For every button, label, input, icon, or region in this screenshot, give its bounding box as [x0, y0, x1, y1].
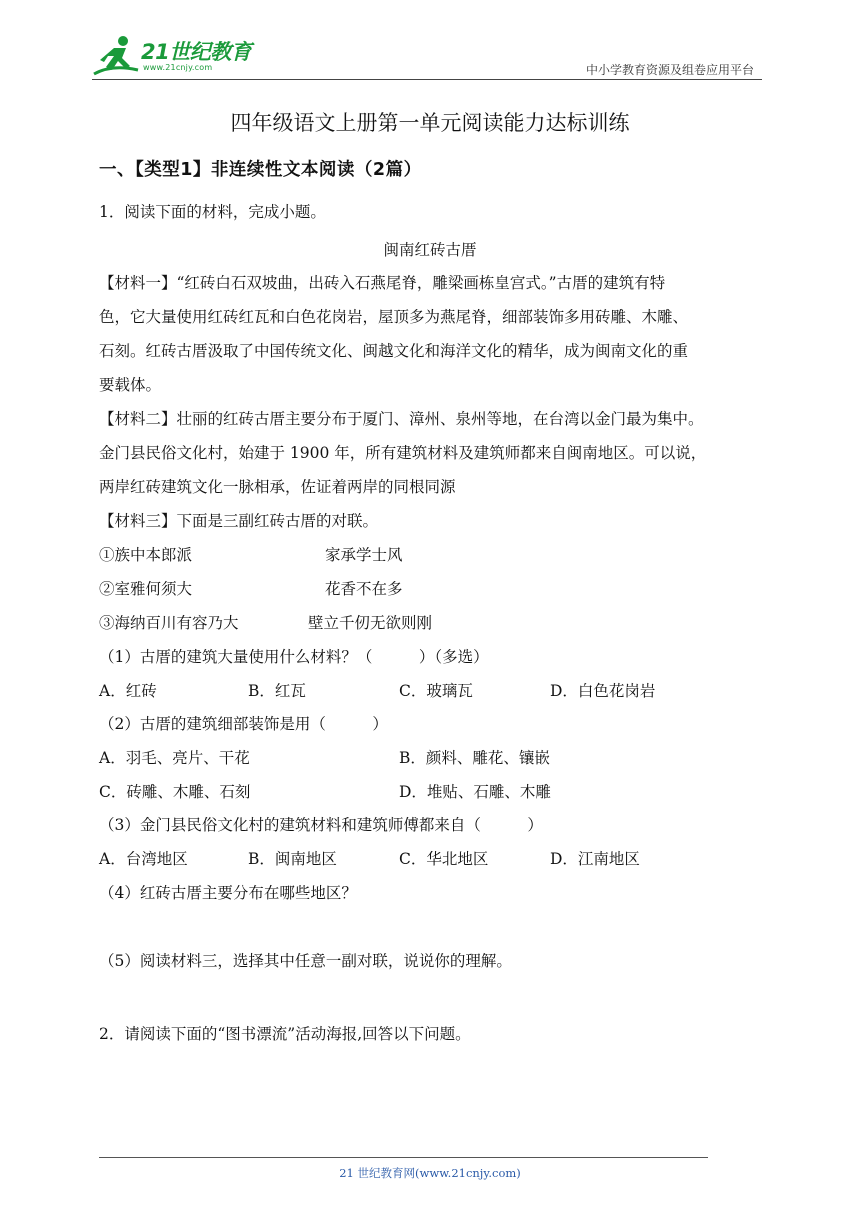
option-b[interactable]: B．闽南地区	[248, 850, 337, 868]
option-b[interactable]: B．颜料、雕花、镶嵌	[399, 749, 550, 767]
sub-question-5: （5）阅读材料三，选择其中任意一副对联，说说你的理解。	[99, 952, 512, 970]
footer-link[interactable]: 21 世纪教育网(www.21cnjy.com)	[339, 1166, 521, 1180]
question-1-intro: 1．阅读下面的材料，完成小题。	[99, 203, 326, 221]
option-c[interactable]: C．玻璃瓦	[399, 682, 473, 700]
platform-name: 中小学教育资源及组卷应用平台	[585, 63, 754, 77]
material-3-intro: 【材料三】下面是三副红砖古厝的对联。	[99, 512, 379, 530]
couplet-right: 家承学士风	[325, 546, 403, 564]
material-2-line: 金门县民俗文化村，始建于 1900 年，所有建筑材料及建筑师都来自闽南地区。可以说，	[99, 444, 707, 462]
page-title: 四年级语文上册第一单元阅读能力达标训练	[230, 111, 630, 135]
sub-question-4: （4）红砖古厝主要分布在哪些地区？	[99, 884, 357, 902]
option-a[interactable]: A．红砖	[99, 682, 157, 700]
material-2-line: 两岸红砖建筑文化一脉相承，佐证着两岸的同根同源	[99, 478, 456, 496]
sub-question-3: （3）金门县民俗文化村的建筑材料和建筑师傅都来自（ ）	[99, 816, 543, 834]
couplet-left: ②室雅何须大	[99, 580, 193, 598]
material-1-line: 要载体。	[99, 376, 162, 394]
material-1-line: 色，它大量使用红砖红瓦和白色花岗岩，屋顶多为燕尾脊，细部装饰多用砖雕、木雕、	[99, 308, 689, 326]
couplet-right: 壁立千仞无欲则刚	[308, 614, 433, 632]
runner-icon	[92, 34, 140, 78]
couplet-left: ③海纳百川有容乃大	[99, 614, 239, 632]
option-a[interactable]: A．台湾地区	[99, 850, 188, 868]
question-2-intro: 2．请阅读下面的“图书漂流”活动海报,回答以下问题。	[99, 1025, 471, 1043]
material-2-line: 【材料二】壮丽的红砖古厝主要分布于厦门、漳州、泉州等地，在台湾以金门最为集中。	[99, 410, 704, 428]
material-1-line: 石刻。红砖古厝汲取了中国传统文化、闽越文化和海洋文化的精华，成为闽南文化的重	[99, 342, 689, 360]
passage-title: 闽南红砖古厝	[383, 241, 477, 259]
option-a[interactable]: A．羽毛、亮片、干花	[99, 749, 250, 767]
logo-url: www.21cnjy.com	[143, 63, 213, 72]
logo-text: 21世纪教育	[141, 40, 252, 64]
sub-question-2: （2）古厝的建筑细部装饰是用（ ）	[99, 715, 388, 733]
option-c[interactable]: C．砖雕、木雕、石刻	[99, 783, 251, 801]
couplet-left: ①族中本郎派	[99, 546, 193, 564]
sub-question-1: （1）古厝的建筑大量使用什么材料？（ ）（多选）	[99, 648, 489, 666]
option-d[interactable]: D．堆贴、石雕、木雕	[399, 783, 551, 801]
option-b[interactable]: B．红瓦	[248, 682, 306, 700]
footer-divider	[99, 1157, 708, 1158]
option-c[interactable]: C．华北地区	[399, 850, 489, 868]
couplet-right: 花香不在多	[325, 580, 403, 598]
header-divider	[92, 79, 762, 80]
section-heading: 一、【类型1】非连续性文本阅读（2篇）	[99, 160, 422, 180]
site-logo[interactable]	[92, 34, 262, 80]
option-d[interactable]: D．白色花岗岩	[550, 682, 656, 700]
option-d[interactable]: D．江南地区	[550, 850, 640, 868]
material-1-line: 【材料一】“红砖白石双坡曲，出砖入石燕尾脊，雕梁画栋皇宫式。”古厝的建筑有特	[99, 274, 666, 292]
